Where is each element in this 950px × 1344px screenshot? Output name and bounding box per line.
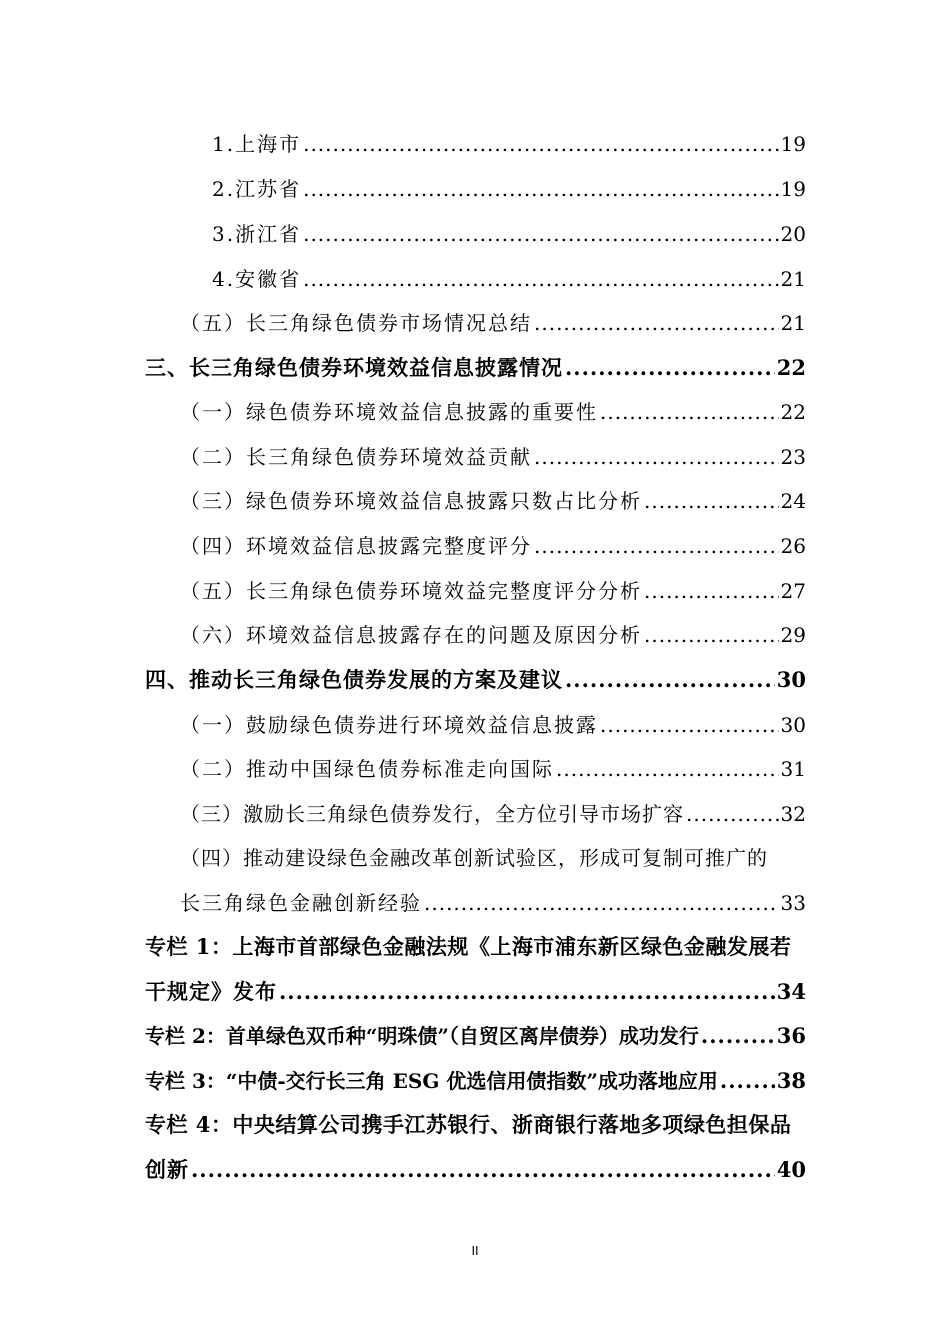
toc-entry-page: 36 — [776, 1023, 806, 1048]
leader-dots — [303, 219, 778, 249]
toc-column[interactable] — [145, 977, 806, 1007]
leader-dots — [565, 353, 775, 383]
leader-dots — [600, 710, 779, 740]
toc-entry-page: 22 — [776, 355, 806, 380]
toc-entry[interactable] — [212, 174, 806, 204]
toc-chapter[interactable] — [145, 353, 806, 383]
toc-entry[interactable] — [180, 486, 806, 516]
toc-entry-title: 专栏 1：上海市首部绿色金融法规《上海市浦东新区绿色金融发展若 — [145, 934, 792, 959]
toc-entry[interactable] — [180, 442, 806, 472]
toc-entry[interactable] — [180, 799, 806, 829]
toc-entry-page: 32 — [780, 802, 806, 826]
toc-entry[interactable] — [212, 129, 806, 159]
toc-entry-title: （五）长三角绿色债券市场情况总结 — [180, 311, 532, 335]
toc-entry-page: 22 — [780, 400, 806, 424]
toc-entry[interactable] — [180, 888, 806, 918]
toc-entry-page: 24 — [780, 489, 806, 513]
toc-entry-title: 三、长三角绿色债券环境效益信息披露情况 — [145, 355, 563, 380]
toc-entry[interactable] — [180, 531, 806, 561]
toc-entry-page: 31 — [780, 757, 806, 781]
leader-dots — [556, 754, 779, 784]
toc-entry-page: 33 — [780, 891, 806, 915]
toc-entry-page: 29 — [780, 623, 806, 647]
toc-entry-title: （四）推动建设绿色金融改革创新试验区，形成可复制可推广的 — [180, 846, 768, 870]
toc-entry-title: （三）激励长三角绿色债券发行，全方位引导市场扩容 — [180, 802, 684, 826]
toc-entry[interactable] — [212, 264, 806, 294]
toc-entry-title: （三）绿色债券环境效益信息披露只数占比分析 — [180, 489, 642, 513]
toc-entry-title: （六）环境效益信息披露存在的问题及原因分析 — [180, 623, 642, 647]
leader-dots — [686, 799, 779, 829]
toc-entry-page: 26 — [780, 534, 806, 558]
toc-entry-title: 干规定》发布 — [145, 979, 277, 1004]
toc-entry-title: （一）鼓励绿色债券进行环境效益信息披露 — [180, 713, 598, 737]
leader-dots — [303, 174, 778, 204]
leader-dots — [600, 397, 779, 427]
toc-entry-title: （二）长三角绿色债券环境效益贡献 — [180, 445, 532, 469]
toc-entry-title: （一）绿色债券环境效益信息披露的重要性 — [180, 400, 598, 424]
toc-entry-title: （二）推动中国绿色债券标准走向国际 — [180, 757, 554, 781]
leader-dots — [534, 308, 779, 338]
leader-dots — [644, 486, 779, 516]
toc-entry-page: 27 — [780, 579, 806, 603]
toc-entry[interactable] — [180, 308, 806, 338]
toc-column[interactable] — [145, 1021, 806, 1051]
toc-entry-title: 四、推动长三角绿色债券发展的方案及建议 — [145, 667, 563, 692]
toc-entry-page: 21 — [780, 311, 806, 335]
toc-entry-page: 19 — [780, 132, 806, 156]
toc-entry[interactable] — [212, 219, 806, 249]
leader-dots — [303, 264, 778, 294]
toc-entry[interactable] — [180, 576, 806, 606]
toc-column[interactable] — [145, 1155, 806, 1185]
toc-entry-page: 19 — [780, 177, 806, 201]
toc-entry-title: 专栏 2：首单绿色双币种“明珠债”（自贸区离岸债券）成功发行 — [145, 1024, 699, 1048]
toc-entry-page: 34 — [776, 979, 806, 1004]
leader-dots — [424, 888, 779, 918]
toc-column[interactable] — [145, 1066, 806, 1096]
toc-entry-title: 3.浙江省 — [212, 222, 302, 246]
leader-dots — [644, 620, 779, 650]
toc-entry-wrapped[interactable] — [180, 843, 806, 873]
leader-dots — [534, 531, 779, 561]
page-number: II — [471, 1244, 479, 1258]
toc-entry-page: 30 — [780, 713, 806, 737]
toc-entry-title: （五）长三角绿色债券环境效益完整度评分分析 — [180, 579, 642, 603]
toc-entry-title: 创新 — [145, 1157, 189, 1182]
toc-entry-title: （四）环境效益信息披露完整度评分 — [180, 534, 532, 558]
toc-entry[interactable] — [180, 754, 806, 784]
toc-entry-title: 1.上海市 — [212, 132, 302, 156]
toc-entry[interactable] — [180, 710, 806, 740]
toc-entry-title: 长三角绿色金融创新经验 — [180, 891, 422, 915]
leader-dots — [644, 576, 779, 606]
toc-column-wrapped[interactable] — [145, 1110, 806, 1140]
leader-dots — [701, 1021, 775, 1051]
leader-dots — [565, 665, 775, 695]
leader-dots — [534, 442, 779, 472]
toc-column-wrapped[interactable] — [145, 932, 806, 962]
toc-entry-title: 2.江苏省 — [212, 177, 302, 201]
leader-dots — [303, 129, 778, 159]
toc-entry-page: 23 — [780, 445, 806, 469]
toc-entry-page: 20 — [780, 222, 806, 246]
toc-entry-title: 4.安徽省 — [212, 267, 302, 291]
toc-entry-title: 专栏 3：“中债-交行长三角 ESG 优选信用债指数”成功落地应用 — [145, 1069, 718, 1093]
toc-entry-page: 21 — [780, 267, 806, 291]
leader-dots — [191, 1155, 775, 1185]
toc-chapter[interactable] — [145, 665, 806, 695]
toc-entry-title: 专栏 4：中央结算公司携手江苏银行、浙商银行落地多项绿色担保品 — [145, 1112, 792, 1137]
toc-entry-page: 30 — [776, 667, 806, 692]
toc-entry-page: 38 — [776, 1068, 806, 1093]
toc-entry-page: 40 — [776, 1157, 806, 1182]
leader-dots — [720, 1066, 775, 1096]
toc-entry[interactable] — [180, 397, 806, 427]
toc-entry[interactable] — [180, 620, 806, 650]
leader-dots — [279, 977, 775, 1007]
